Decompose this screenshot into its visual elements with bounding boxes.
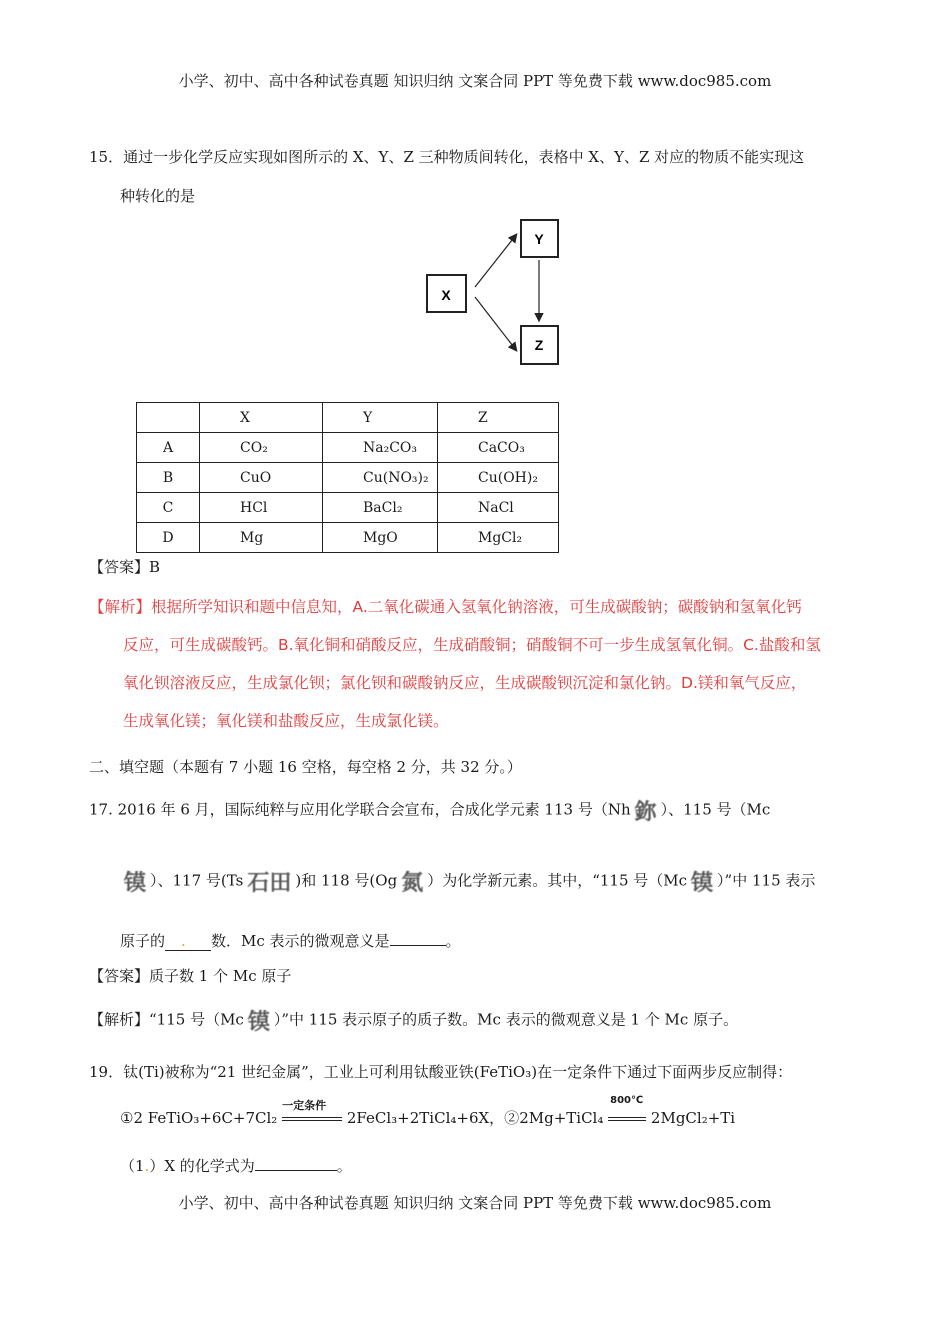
table-header-row: X Y Z [137,403,559,433]
section-2-title: 二、填空题（本题有 7 小题 16 空格，每空格 2 分，共 32 分。） [89,758,522,776]
element-ts-glyph: 石田 [247,870,292,896]
element-mc-glyph: 镆 [247,1009,270,1035]
page-footer: 小学、初中、高中各种试卷真题 知识归纳 文案合同 PPT 等免费下载 www.doc985.com [178,1194,772,1212]
q17-line3: 原子的 . 数．Mc 表示的微观意义是 。 [120,932,461,950]
q15-analysis-line1: 【解析】根据所学知识和题中信息知，A.二氧化碳通入氢氧化钠溶液，可生成碳酸钠；碳酸钠和氢氧化钙 [89,598,802,616]
q19-sub1: （1.）X 的化学式为 。 [120,1157,352,1175]
q15-analysis-line3: 氧化钡溶液反应，生成氯化钡；氯化钡和碳酸钠反应，生成碳酸钡沉淀和氯化钠。D.镁和氧气反应， [123,674,807,692]
q15-stem-line1: 15．通过一步化学反应实现如图所示的 X、Y、Z 三种物质间转化，表格中 X、Y、Z 对应的物质不能实现这 [89,148,805,166]
table-row: A CO₂ Na₂CO₃ CaCO₃ [137,433,559,463]
element-nh-glyph: 鉨 [634,799,657,825]
fill-blank-2[interactable] [390,945,446,946]
eq2-condition-arrow: 800℃ [608,1111,646,1127]
eq1-condition-arrow: 一定条件 [282,1111,342,1127]
q15-stem-line2: 种转化的是 [120,187,196,205]
label-x: X [441,287,451,303]
q15-analysis-line2: 反应，可生成碳酸钙。B.氧化铜和硝酸反应，生成硝酸铜；硝酸铜不可一步生成氢氧化铜。C.盐酸和氢 [123,636,821,654]
fill-blank-1[interactable]: . [165,932,211,951]
table-row: B CuO Cu(NO₃)₂ Cu(OH)₂ [137,463,559,493]
q17-analysis: 【解析】“115 号（Mc 镆 ）”中 115 表示原子的质子数。Mc 表示的微观意义是 1 个 Mc 原子。 [89,1005,738,1036]
element-mc-glyph: 镆 [691,870,714,896]
table-row: D Mg MgO MgCl₂ [137,523,559,553]
options-table [136,402,559,553]
table-row: C HCl BaCl₂ NaCl [137,493,559,523]
arrow-x-to-y [475,235,516,287]
label-z: Z [534,337,544,353]
page-header: 小学、初中、高中各种试卷真题 知识归纳 文案合同 PPT 等免费下载 www.doc985.com [178,72,772,90]
q19-stem: 19．钛(Ti)被称为“21 世纪金属”，工业上可利用钛酸亚铁(FeTiO₃)在一定条件下通过下面两步反应制得： [89,1063,793,1081]
element-mc-glyph: 镆 [124,870,147,896]
q15-analysis-line4: 生成氧化镁；氧化镁和盐酸反应，生成氯化镁。 [123,712,449,730]
q15-answer: 【答案】B [89,558,161,576]
fill-blank-x-formula[interactable] [255,1170,337,1171]
q17-line1: 17. 2016 年 6 月，国际纯粹与应用化学联合会宣布，合成化学元素 113 号（Nh 鉨 ）、115 号（Mc [89,795,770,826]
label-y: Y [534,231,544,247]
element-og-glyph: 氮 [401,870,424,896]
q19-equations: ①2 FeTiO₃+6C+7Cl₂ 一定条件 2FeCl₃+2TiCl₄+6X，②2Mg+TiCl₄ 800℃ 2MgCl₂+Ti [120,1095,736,1127]
q17-answer: 【答案】质子数 1 个 Mc 原子 [89,967,292,985]
conversion-diagram [420,215,570,375]
arrow-x-to-z [475,297,516,350]
q17-line2: 镆 ）、117 号(Ts 石田 )和 118 号(Og 氮 ）为化学新元素。其中，“115 号（Mc 镆 ）”中 115 表示 [120,866,815,897]
